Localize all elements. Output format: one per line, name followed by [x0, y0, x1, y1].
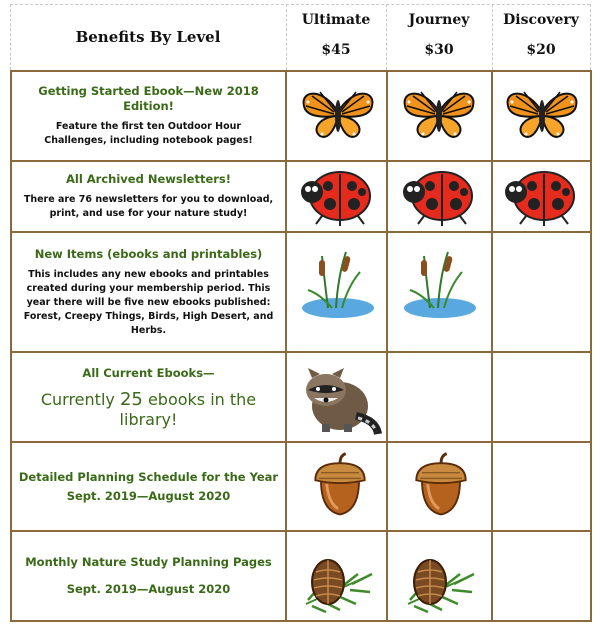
- level-name: Discovery: [503, 12, 579, 28]
- benefit-title: All Archived Newsletters!: [65, 172, 232, 186]
- header-divider: [10, 4, 11, 70]
- butterfly-icon: [399, 82, 479, 144]
- benefit-title: All Current Ebooks—: [82, 365, 215, 380]
- benefit-description: Feature the first ten Outdoor Hour Challenges, including notebook pages!: [44, 121, 253, 146]
- ebook-count-number: 25: [119, 388, 143, 410]
- ebook-count-prefix: Currently: [40, 389, 115, 409]
- pinecone-icon: [400, 540, 480, 616]
- benefit-cell-getting-started: [12, 72, 285, 160]
- table-title: Benefits By Level: [75, 28, 221, 46]
- benefit-cell-current-ebooks: [12, 353, 285, 441]
- table-border: [285, 70, 287, 622]
- acorn-icon: [403, 450, 479, 520]
- acorn-icon: [302, 450, 378, 520]
- level-price: $45: [321, 42, 351, 58]
- level-name: Ultimate: [301, 12, 371, 28]
- header-divider: [286, 4, 287, 70]
- benefit-description: This includes any new ebooks and printables created during your membership period. This year there will be five new ebooks published: Forest, Creepy Things, Birds, High Desert, and Herbs.: [23, 268, 274, 336]
- benefit-title: Detailed Planning Schedule for the Year: [18, 469, 279, 484]
- raccoon-icon: [296, 360, 382, 436]
- benefit-title: New Items (ebooks and printables): [34, 246, 263, 261]
- table-border: [491, 70, 493, 622]
- level-price: $30: [424, 42, 454, 58]
- benefit-cell-planning-schedule: [12, 443, 285, 530]
- cattail-pond-icon: [298, 246, 378, 322]
- ladybug-icon: [296, 164, 380, 228]
- header-divider: [590, 4, 591, 70]
- header-divider: [492, 4, 493, 70]
- cattail-pond-icon: [400, 246, 480, 322]
- benefit-cell-planning-pages: [12, 532, 285, 620]
- level-price: $20: [526, 42, 556, 58]
- pinecone-icon: [298, 540, 378, 616]
- level-discovery: [492, 4, 590, 70]
- table-border: [386, 70, 388, 622]
- table-border: [590, 70, 592, 622]
- benefit-cell-new-items: [12, 233, 285, 351]
- table-border: [10, 620, 592, 622]
- ebook-count-line: [12, 389, 285, 429]
- butterfly-icon: [298, 82, 378, 144]
- benefit-title: Getting Started Ebook—New 2018 Edition!: [38, 84, 259, 113]
- benefit-description: There are 76 newsletters for you to download, print, and use for your nature study!: [23, 194, 274, 219]
- benefit-cell-newsletters: [12, 162, 285, 231]
- level-ultimate: [286, 4, 386, 70]
- ladybug-icon: [398, 164, 482, 228]
- benefit-subtitle: Sept. 2019—August 2020: [66, 488, 231, 503]
- ebook-count-suffix: ebooks in the library!: [119, 389, 257, 429]
- benefit-title: Monthly Nature Study Planning Pages: [25, 555, 272, 569]
- level-journey: [386, 4, 492, 70]
- ladybug-icon: [500, 164, 584, 228]
- benefit-subtitle: Sept. 2019—August 2020: [66, 582, 231, 596]
- header-divider: [386, 4, 387, 70]
- level-name: Journey: [408, 12, 470, 28]
- header-title-cell: [10, 4, 286, 70]
- header-divider: [10, 4, 590, 5]
- butterfly-icon: [502, 82, 582, 144]
